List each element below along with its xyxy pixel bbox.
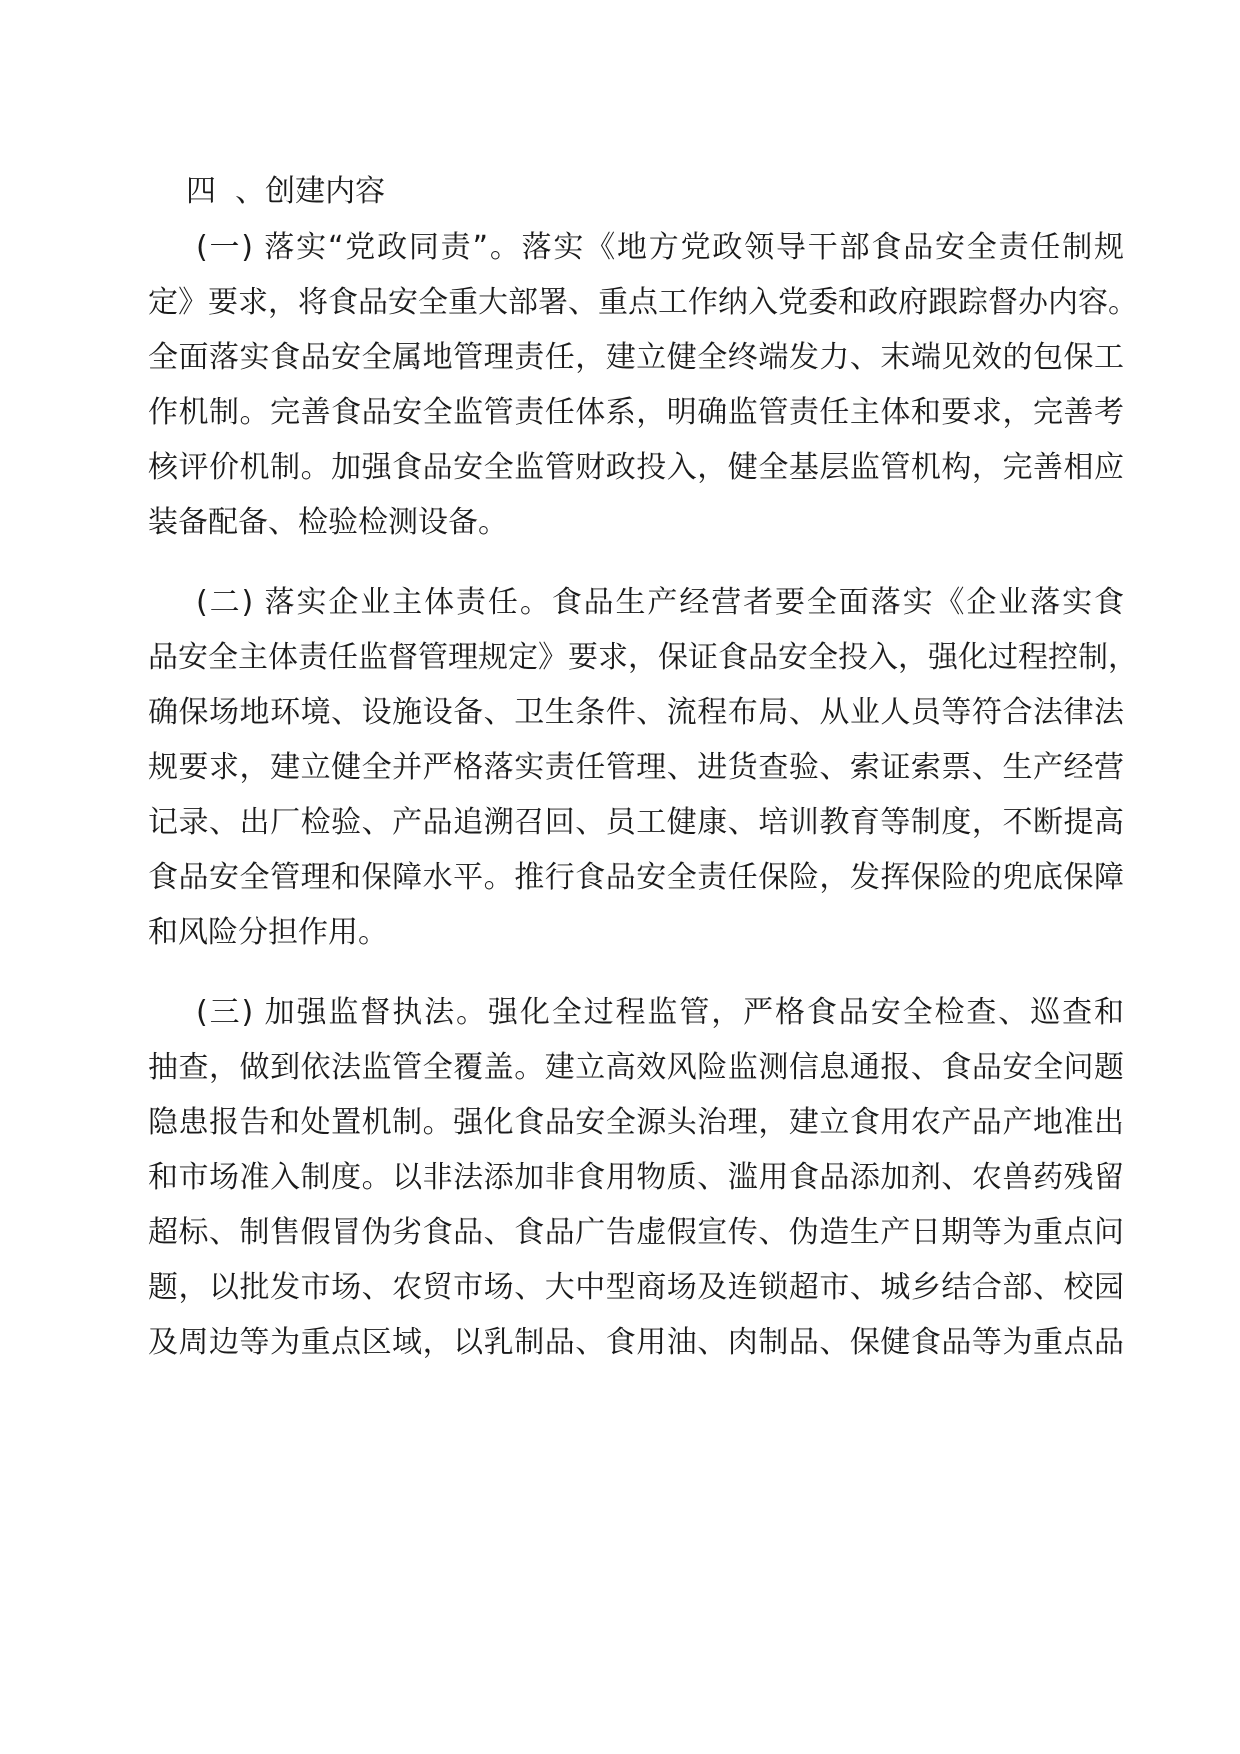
paragraph-2-line-7: 和风险分担作用。 bbox=[148, 915, 388, 950]
paragraph-2-line-3: 确保场地环境、设施设备、卫生条件、流程布局、从业人员等符合法律法 bbox=[148, 695, 1124, 730]
paragraph-1-line-6: 装备配备、检验检测设备。 bbox=[148, 505, 508, 540]
paragraph-3-line-5: 超标、制售假冒伪劣食品、食品广告虚假宣传、伪造生产日期等为重点问 bbox=[148, 1215, 1124, 1250]
paragraph-3-line-3: 隐患报告和处置机制。强化食品安全源头治理，建立食用农产品产地准出 bbox=[148, 1105, 1124, 1140]
paragraph-2-line-5: 记录、出厂检验、产品追溯召回、员工健康、培训教育等制度，不断提高 bbox=[148, 805, 1124, 840]
paragraph-2-line-1: (二) 落实企业主体责任。食品生产经营者要全面落实《企业落实食 bbox=[196, 585, 1124, 620]
paragraph-3-line-1: (三) 加强监督执法。强化全过程监管，严格食品安全检查、巡查和 bbox=[196, 995, 1124, 1030]
paragraph-3-line-6: 题，以批发市场、农贸市场、大中型商场及连锁超市、城乡结合部、校园 bbox=[148, 1270, 1124, 1305]
section-heading: 四 、创建内容 bbox=[186, 174, 386, 209]
paragraph-3-line-2: 抽查，做到依法监管全覆盖。建立高效风险监测信息通报、食品安全问题 bbox=[148, 1050, 1124, 1085]
paragraph-3-line-7: 及周边等为重点区域，以乳制品、食用油、肉制品、保健食品等为重点品 bbox=[148, 1325, 1124, 1360]
paragraph-1-line-3: 全面落实食品安全属地管理责任，建立健全终端发力、末端见效的包保工 bbox=[148, 340, 1124, 375]
paragraph-1-line-2: 定》要求，将食品安全重大部署、重点工作纳入党委和政府跟踪督办内容。 bbox=[148, 285, 1138, 320]
paragraph-2-line-6: 食品安全管理和保障水平。推行食品安全责任保险，发挥保险的兜底保障 bbox=[148, 860, 1124, 895]
paragraph-1-line-4: 作机制。完善食品安全监管责任体系，明确监管责任主体和要求，完善考 bbox=[148, 395, 1124, 430]
paragraph-1-line-5: 核评价机制。加强食品安全监管财政投入，健全基层监管机构，完善相应 bbox=[148, 450, 1124, 485]
paragraph-2-line-4: 规要求，建立健全并严格落实责任管理、进货查验、索证索票、生产经营 bbox=[148, 750, 1124, 785]
paragraph-2-line-2: 品安全主体责任监督管理规定》要求，保证食品安全投入，强化过程控制， bbox=[148, 640, 1138, 675]
paragraph-3-line-4: 和市场准入制度。以非法添加非食用物质、滥用食品添加剂、农兽药残留 bbox=[148, 1160, 1124, 1195]
paragraph-1-line-1: (一) 落实“党政同责”。落实《地方党政领导干部食品安全责任制规 bbox=[196, 230, 1124, 265]
